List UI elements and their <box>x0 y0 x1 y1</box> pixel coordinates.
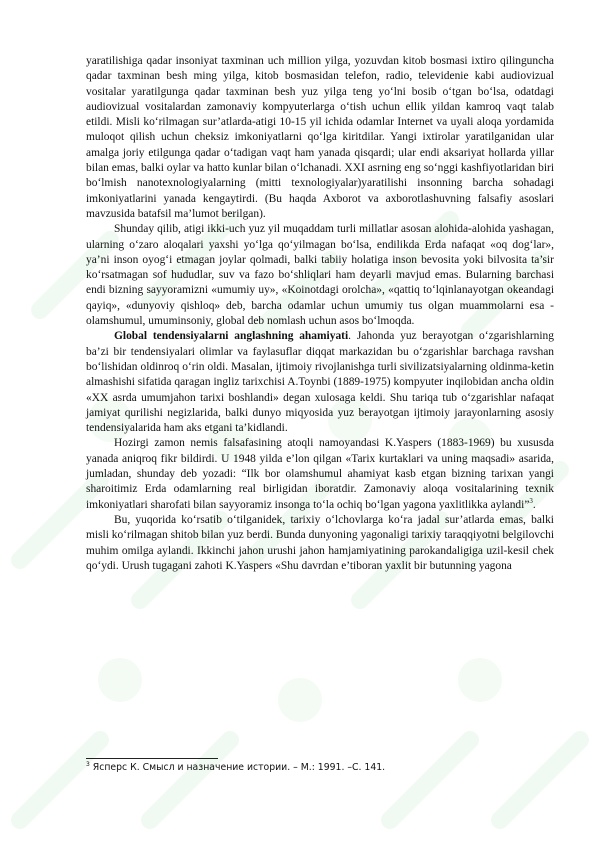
paragraph-3-text: . Jahonda yuz berayotgan o‘zgarishlarning ba’zi bir tendensiyalari olimlar va faylasuflar diqqat markazidan bu o‘zgarishlar barchaga ravshan bo‘lishidan oldinroq o‘rin oldi. Masalan, ijtimoiy rivojlanishga turli sivilizatsiyalarning oldinma-ketin almashishi sifatida qaragan ingliz tarixchisi A.Toynbi (1889-1975) kompyuter inqilobidan ancha oldin «XX asrda umumjahon tarixi boshlandi» degan xulosaga keldi. Shu tariqa tub o‘zgarishlar nafaqat jamiyat qurilishi negizlarida, balki dunyo miqyosida yuz berayotgan ijtimoiy jarayonlarning asosiy tendensiyalarida ham aks etgani ta’kidlandi. <box>86 330 554 435</box>
paragraph-1-text: yaratilishiga qadar insoniyat taxminan uch million yilga, yozuvdan kitob bosmasi ixtiro qilinguncha qadar taxminan besh ming yilga, kitob bosmasidan telefon, radio, televidenie kabi audiovizual vositalar yaratilgunga qadar taxminan besh yuz yilga teng yo‘lni bosib o‘tgan bo‘lsa, odatdagi audiovizual vositalardan zamonaviy kompyuterlarga o‘tish uchun ellik yildan kamroq vaqt talab etildi. Misli ko‘rilmagan sur’atlarda-atigi 10-15 yil ichida odamlar Internet va uyali aloqa yordamida muloqot qilish uchun cheksiz imkoniyatlarni qo‘lga kiritdilar. Yangi ixtirolar yaratilganidan ular amalga joriy etilgunga qadar o‘tadigan vaqt ham yanada qisqardi; ular endi aksariyat hollarda yillar bilan emas, balki oylar va hatto kunlar bilan o‘lchanadi. XXI asrning eng so‘nggi kashfiyotlaridan biri bo‘lmish nanotexnologiyalarning (mitti texnologiyalar)yaratilishi insonning barcha sohadagi imkoniyatlarini yanada kengaytirdi. (Bu haqda Axborot va axborotlashuvning falsafiy asoslari mavzusida batafsil ma’lumot berilgan). <box>86 55 554 220</box>
footnote-text: Ясперс К. Смысл и назначение истории. – М.: 1991. –С. 141. <box>89 762 386 773</box>
paragraph-5 <box>86 513 554 574</box>
page-body <box>86 54 554 574</box>
paragraph-3 <box>86 329 554 436</box>
paragraph-2-text: Shunday qilib, atigi ikki-uch yuz yil muqaddam turli millatlar asosan alohida-alohida yashagan, ularning o‘zaro aloqalari yaxshi yo‘lga qo‘yilmagan bo‘lsa, endilikda Erda nafaqat «oq dog‘lar», ya’ni inson oyog‘i etmagan joylar qolmadi, balki tabiiy holatiga inson bevosita yoki bilvosita ta’sir ko‘rsatmagan sof hududlar, suv va fazo bo‘shliqlari ham deyarli mavjud emas. Bularning barchasi endi bizning sayyoramizni «umumiy uy», «Koinotdagi orolcha», «qattiq to‘lqinlanayotgan okeandagi qayiq», «dunyoviy qishloq» deb, barcha odamlar uchun umumiy tus olgan muammolarni esa - olamshumul, umuminsoniy, global deb nomlash uchun asos bo‘lmoqda. <box>86 223 554 328</box>
footnote-number: 3 <box>86 760 90 768</box>
section-heading-inline: Global tendensiyalarni anglashning ahamiyati <box>114 330 349 343</box>
footnote-reference[interactable]: 3 <box>529 496 533 505</box>
footnote <box>86 762 554 774</box>
paragraph-4-text: Hozirgi zamon nemis falsafasining atoqli namoyandasi K.Yaspers (1883-1969) bu xususda yanada aniqroq fikr bildirdi. U 1948 yilda e’lon qilgan «Tarix kurtaklari va uning maqsadi» asarida, jumladan, shunday deb yozadi: “Ilk bor olamshumul ahamiyat kasb etgan bizning tarixan yangi sharoitimiz Erda odamlarning real birligidan iboratdir. Zamonaviy aloqa vositalarining texnik imkoniyatlari sharofati bilan sayyoramiz insonga to‘la ochiq bo‘lgan yagona yaxlitlikka aylandi” <box>86 437 554 511</box>
paragraph-4 <box>86 436 554 512</box>
paragraph-5-text: Bu, yuqorida ko‘rsatib o‘tilganidek, tarixiy o‘lchovlarga ko‘ra jadal sur’atlarda emas, balki misli ko‘rilmagan shitob bilan yuz berdi. Bunda dunyoning yagonaligi tarixiy taraqqiyotni belgilovchi muhim omilga aylandi. Ikkinchi jahon urushi jahon hamjamiyatining parokandaligiga uzil-kesil chek qo‘ydi. Urush tugagani zahoti K.Yaspers «Shu davrdan e’tiboran yaxlit bir butunning yagona <box>86 513 554 572</box>
paragraph-4-tail: . <box>532 498 536 511</box>
footnote-separator <box>86 758 218 759</box>
paragraph-2 <box>86 222 554 329</box>
paragraph-1 <box>86 54 554 222</box>
